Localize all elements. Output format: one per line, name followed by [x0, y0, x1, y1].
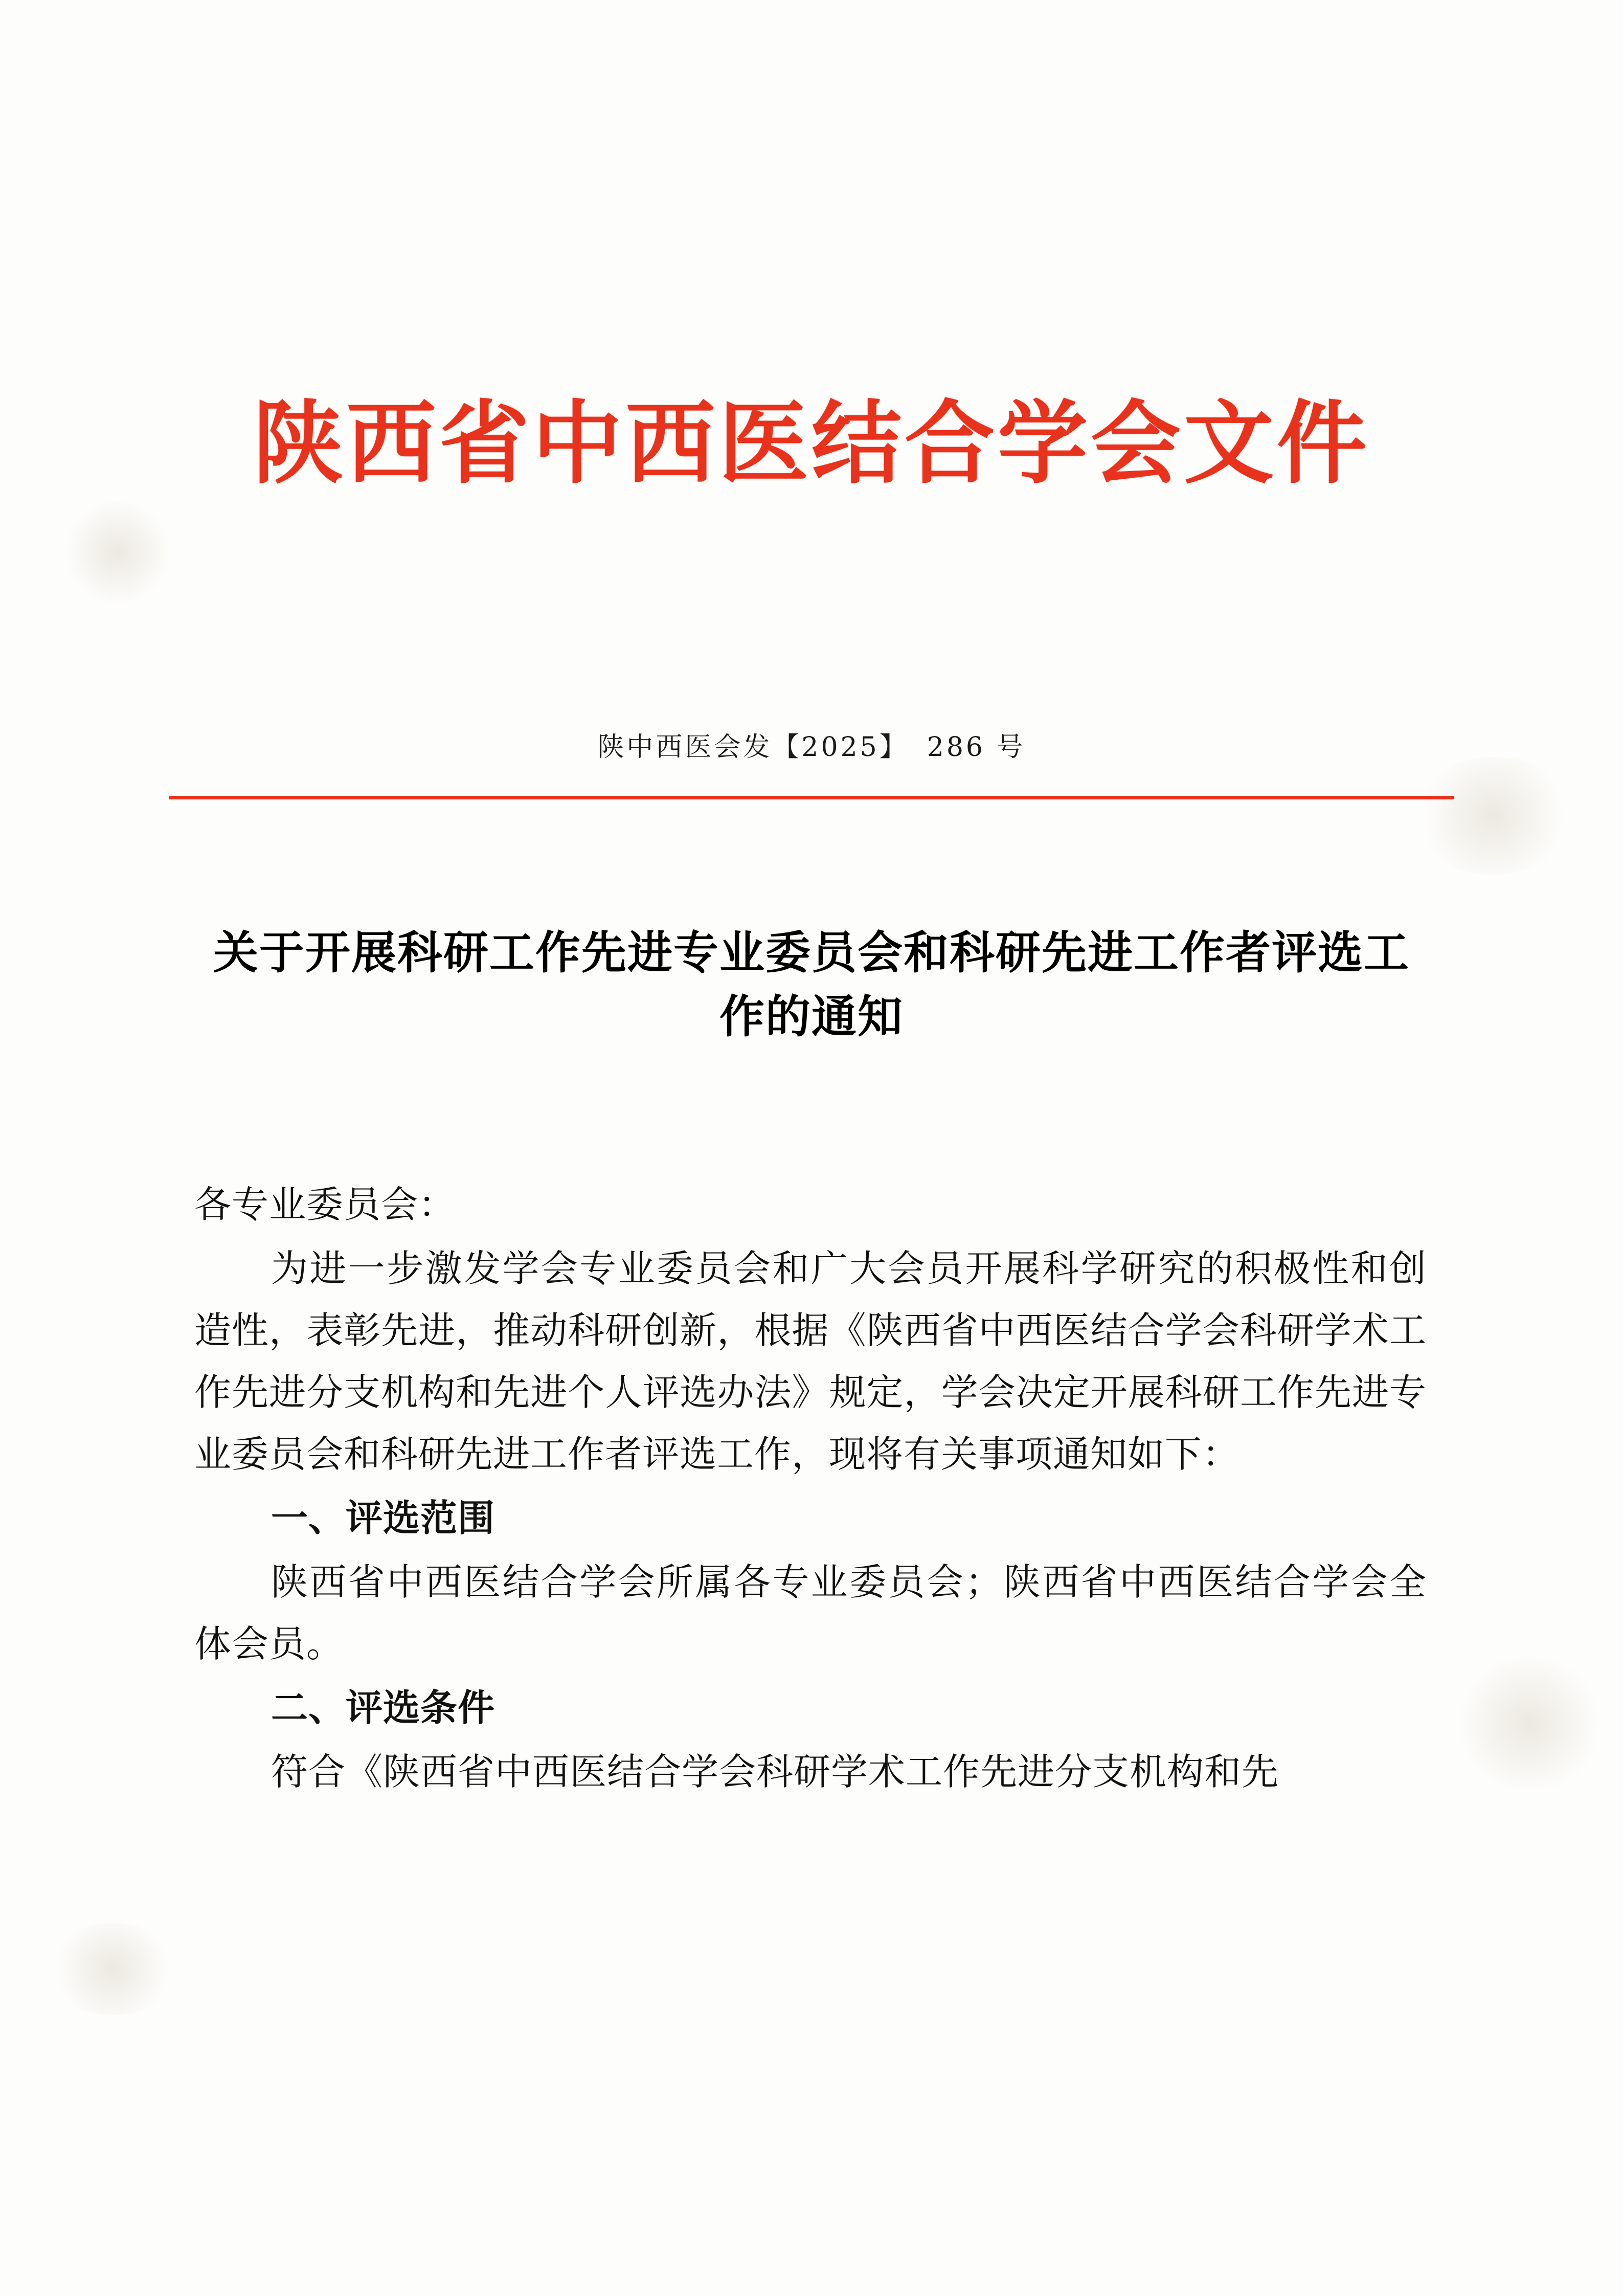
section-heading-scope: 一、评选范围 — [271, 1496, 495, 1540]
paragraph-intro: 为进一步激发学会专业委员会和广大会员开展科学研究的积极性和创造性，表彰先进，推动科研创新，根据《陕西省中西医结合学会科研学术工作先进分支机构和先进个人评选办法》规定，学会决定开展科研工作先进专业委员会和科研先进工作者评选工作，现将有关事项通知如下： — [194, 1246, 1427, 1476]
salutation: 各专业委员会： — [194, 1183, 456, 1226]
document-number-prefix: 陕中西医会发【2025】 — [597, 732, 909, 763]
masthead-title: 陕西省中西医结合学会文件 — [253, 390, 1370, 496]
section-body-scope: 陕西省中西医结合学会所属各专业委员会；陕西省中西医结合学会全体会员。 — [194, 1560, 1427, 1665]
section-heading-criteria: 二、评选条件 — [271, 1685, 495, 1729]
document-number-value: 286 号 — [927, 732, 1026, 763]
red-divider-rule — [169, 796, 1454, 799]
masthead — [0, 390, 1623, 496]
section-body-criteria: 符合《陕西省中西医结合学会科研学术工作先进分支机构和先 — [271, 1750, 1279, 1793]
document-number — [0, 725, 1623, 764]
page-title: 关于开展科研工作先进专业委员会和科研先进工作者评选工作的通知 — [213, 926, 1410, 1043]
body-text — [194, 1174, 1427, 1805]
